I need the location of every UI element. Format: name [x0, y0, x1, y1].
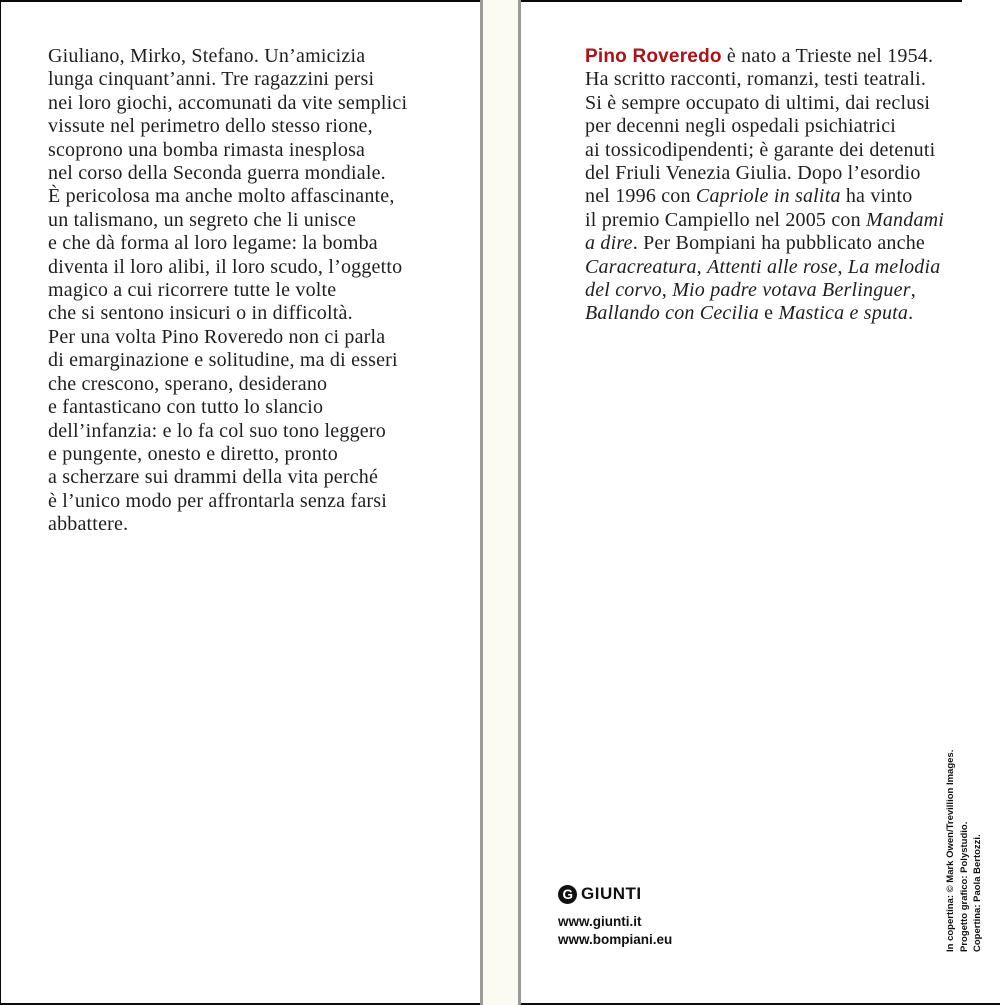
text-line [585, 139, 977, 162]
text-segment: Mandami [866, 208, 945, 231]
text-line: e pungente, onesto e diretto, pronto [48, 442, 338, 465]
text-line: scoprono una bomba rimasta inesplosa [48, 138, 366, 161]
text-segment: nel 1996 con [585, 185, 696, 208]
text-segment: Mastica e sputa [778, 302, 909, 325]
text-line: di emarginazione e solitudine, ma di esseri [48, 349, 398, 372]
text-segment: ha vinto [840, 185, 913, 208]
text-segment: , [910, 279, 916, 302]
jacket-left-edge [0, 0, 1, 1005]
text-line: diventa il loro alibi, il loro scudo, l’oggetto [48, 255, 403, 278]
text-line: Progetto grafico: Polystudio. [958, 821, 970, 952]
text-line: lunga cinquant’anni. Tre ragazzini persi [48, 68, 375, 91]
text-line: che crescono, sperano, desiderano [48, 372, 328, 395]
text-line: nel corso della Seconda guerra mondiale. [48, 162, 386, 185]
text-line: e fantasticano con tutto lo slancio [48, 396, 324, 419]
text-segment: Capriole in salita [695, 185, 841, 208]
text-segment: Attenti alle rose [707, 255, 838, 278]
text-line: che si sentono insicuri o in difficoltà. [48, 302, 353, 325]
text-segment: del corvo [585, 279, 662, 302]
text-line: è l’unico modo per affrontarla senza farsi [48, 489, 387, 512]
author-name-highlight: Pino Roveredo [585, 46, 722, 67]
giunti-g-icon [558, 885, 577, 904]
text-line: Per una volta Pino Roveredo non ci parla [48, 325, 386, 348]
author-bio-text [585, 45, 977, 326]
text-line: un talismano, un segreto che li unisce [48, 208, 357, 231]
text-segment: Caracreatura [585, 255, 697, 278]
text-line [585, 279, 977, 302]
text-line: Giuliano, Mirko, Stefano. Un’amicizia [48, 45, 366, 67]
publisher-block [558, 884, 672, 949]
text-line [585, 185, 977, 208]
text-line: www.giunti.it [558, 914, 642, 929]
giunti-logo [558, 884, 672, 904]
text-segment: Mio padre votava Berlinguer [672, 279, 911, 302]
text-line: vissute nel perimetro dello stesso rione, [48, 115, 373, 138]
text-line: magico a cui ricorrere tutte le volte [48, 279, 337, 302]
text-segment: del Friuli Venezia Giulia. Dopo l’esordio [585, 162, 921, 185]
text-segment: ai tossicodipendenti; è garante dei detenuti [585, 138, 936, 161]
text-segment: è nato a Trieste nel 1954. [721, 45, 934, 67]
text-line: www.bompiani.eu [558, 932, 673, 947]
text-line: Copertina: Paola Bertozzi. [972, 834, 983, 952]
text-line [585, 68, 977, 91]
text-line: In copertina: © Mark Owen/Trevillion Images. [945, 749, 956, 952]
text-segment: a dire [585, 232, 633, 255]
text-line [585, 115, 977, 138]
text-segment: Ballando con Cecilia [585, 302, 759, 325]
text-segment: e [758, 302, 779, 325]
text-segment: , [837, 255, 848, 278]
text-segment: il premio Campiello nel 2005 con [585, 208, 866, 231]
text-line: abbattere. [48, 513, 129, 536]
text-segment: per decenni negli ospedali psichiatrici [585, 115, 897, 138]
svg-text:G: G [562, 886, 573, 902]
publisher-urls [558, 913, 672, 949]
spine-fold-strip [480, 0, 521, 1005]
text-line [585, 45, 977, 68]
text-line: dell’infanzia: e lo fa col suo tono leggero [48, 419, 386, 442]
text-segment: La melodia [847, 255, 941, 278]
text-segment: Si è sempre occupato di ultimi, dai reclusi [585, 91, 931, 114]
text-line: e che dà forma al loro legame: la bomba [48, 232, 378, 255]
text-line [585, 209, 977, 232]
giunti-wordmark: GIUNTI [581, 884, 642, 903]
text-line [585, 302, 977, 325]
text-segment: , [661, 279, 673, 302]
text-segment: . [908, 302, 914, 325]
text-line [585, 92, 977, 115]
text-line [585, 162, 977, 185]
cover-credits [944, 740, 985, 952]
text-segment: , [696, 255, 708, 278]
text-line [585, 256, 977, 279]
text-line: È pericolosa ma anche molto affascinante, [48, 185, 395, 208]
text-line: a scherzare sui drammi della vita perché [48, 466, 379, 489]
synopsis-text [48, 45, 460, 537]
text-segment: . Per Bompiani ha pubblicato anche [632, 232, 925, 255]
text-line: nei loro giochi, accomunati da vite semplici [48, 91, 408, 114]
text-line [585, 232, 977, 255]
text-segment: Ha scritto racconti, romanzi, testi teatrali. [585, 68, 927, 91]
